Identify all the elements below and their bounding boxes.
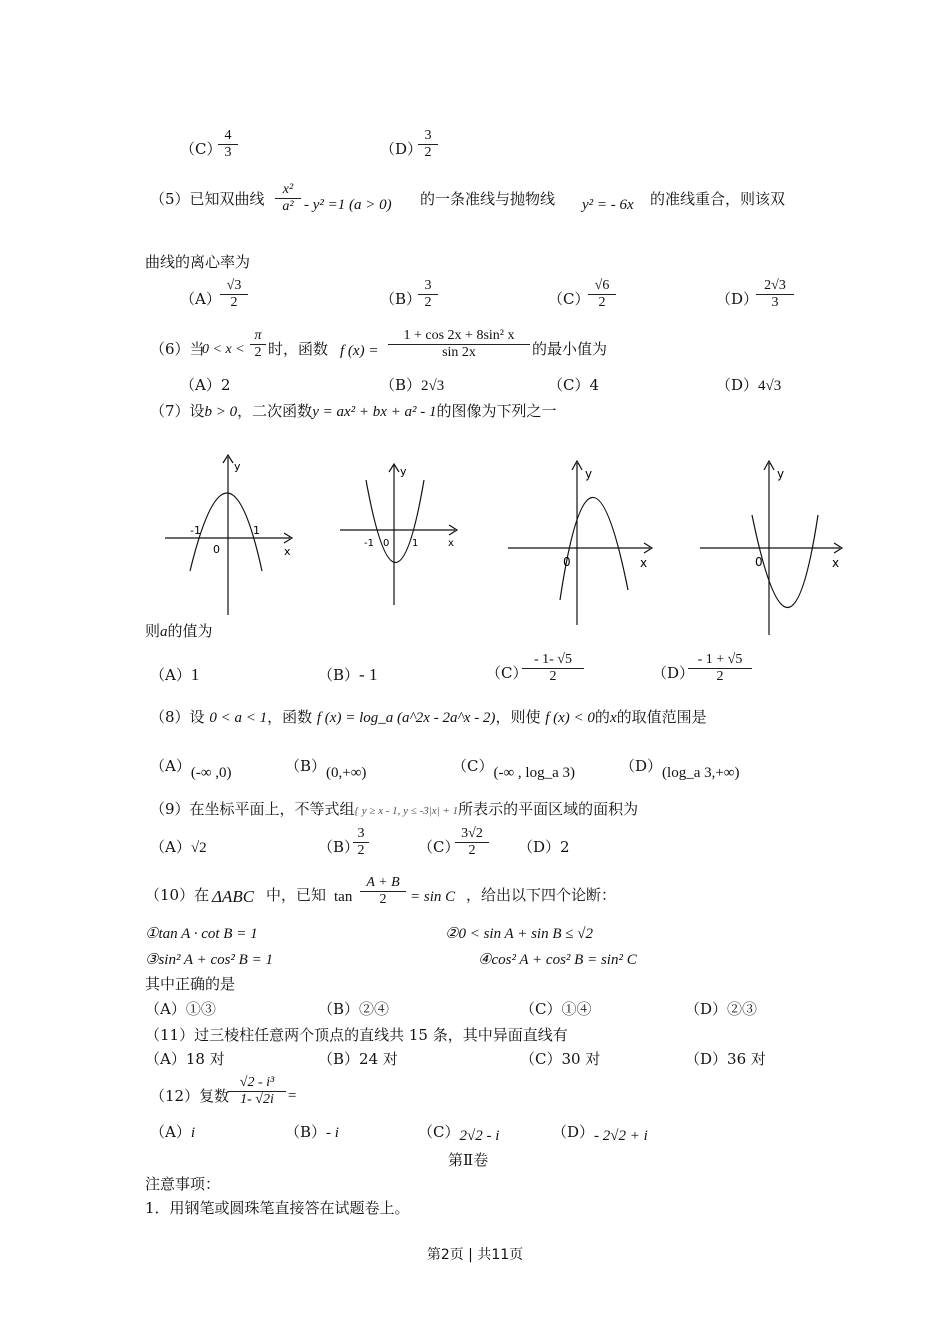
q6-prefix: （6）当 — [150, 340, 205, 358]
q10-d-value: ②③ — [727, 1000, 758, 1018]
q6-suffix: 的最小值为 — [532, 340, 608, 358]
q7-suffix: 的图像为下列之一 — [436, 402, 557, 420]
q6-mid: 时，函数 — [268, 340, 329, 358]
q4-c-den: 3 — [224, 145, 232, 161]
q12-c-value: 2√2 - i — [459, 1128, 500, 1144]
graph-1 — [165, 455, 292, 615]
q11-text: （11）过三棱柱任意两个顶点的直线共 15 条，其中异面直线有 — [145, 1026, 568, 1044]
section-item-1: 1．用钢笔或圆珠笔直接答在试题卷上。 — [145, 1199, 410, 1217]
q6-cond-left: 0 < x < — [202, 342, 245, 357]
q12-option-c — [418, 1123, 499, 1143]
q10-option-d — [685, 1000, 757, 1019]
q5-prefix: （5）已知双曲线 — [150, 190, 265, 208]
q5-mid: 的一条准线与抛物线 — [420, 190, 556, 208]
q12-frac — [228, 1075, 286, 1109]
q12-d-label: （D） — [552, 1123, 595, 1141]
q12-a-value: i — [190, 1125, 196, 1141]
q11-d-label: （D） — [685, 1050, 728, 1068]
q11-b-label: （B） — [318, 1050, 360, 1068]
graph-2-curve — [366, 480, 424, 563]
q5-formula2: y² = - 6x — [582, 197, 634, 213]
q9-option-c-label: （C） — [418, 838, 460, 856]
q10-correct-prompt: 其中正确的是 — [145, 975, 236, 993]
graph-1-tick-neg1: -1 — [190, 524, 201, 537]
section-title: 第Ⅱ卷 — [448, 1151, 489, 1169]
q4-option-c-label: （C） — [180, 140, 222, 158]
q9-option-b-label: （B） — [318, 838, 360, 856]
q9-a-value: √2 — [190, 840, 207, 856]
q12-b-value: - i — [326, 1125, 339, 1141]
q5-option-d-label: （D） — [716, 290, 759, 308]
q4-c-num: 4 — [218, 128, 238, 145]
q9-option-b-frac — [353, 826, 369, 860]
q10-num: A + B — [360, 875, 406, 892]
graph-2-tick-neg1: -1 — [364, 538, 374, 549]
q4-option-c-frac — [218, 128, 238, 162]
graph-1-tick-1: 1 — [253, 524, 260, 537]
graph-4-tick-0: 0 — [755, 555, 763, 569]
q6-func-num: 1 + cos 2x + 8sin² x — [388, 328, 530, 345]
q4-d-num: 3 — [418, 128, 438, 145]
q12-d-value: - 2√2 + i — [594, 1128, 648, 1144]
q11-c-label: （C） — [520, 1050, 562, 1068]
q11-option-c — [520, 1050, 600, 1069]
q6-a-label: （A） — [180, 376, 221, 394]
q11-a-label: （A） — [145, 1050, 186, 1068]
q7-c-num: - 1- √5 — [522, 652, 584, 669]
q9-line — [150, 800, 638, 819]
q6-cond-den: 2 — [254, 345, 262, 361]
q10-option-b — [318, 1000, 389, 1019]
q5-option-c-label: （C） — [548, 290, 590, 308]
q8-d-label: （D） — [620, 757, 663, 775]
graph-2-tick-1: 1 — [412, 538, 419, 549]
graph-1-y-label: y — [234, 460, 241, 473]
q9-a-label: （A） — [150, 838, 191, 856]
q9-c-den: 2 — [468, 843, 476, 859]
q12-b-label: （B） — [285, 1123, 327, 1141]
q7-a-label: （A） — [150, 666, 191, 684]
q10-a-label: （A） — [145, 1000, 186, 1018]
q8-func: f (x) = log_a (a^2x - 2a^x - 2) — [316, 710, 496, 726]
q10-mid: 中，已知 — [266, 886, 327, 904]
q11-d-value: 36 对 — [727, 1050, 766, 1068]
q6-d-value: 4√3 — [758, 378, 782, 394]
q12-option-b — [285, 1123, 339, 1143]
q7-then-suffix: 的值为 — [167, 622, 213, 640]
q5-d-den: 3 — [771, 295, 779, 311]
q9-b-num: 3 — [353, 826, 369, 843]
q9-option-c-frac — [455, 826, 489, 860]
q5-suffix: 的准线重合，则该双 — [650, 190, 786, 208]
q8-var: x — [609, 710, 617, 726]
graph-4 — [700, 461, 842, 635]
q10-d-label: （D） — [685, 1000, 728, 1018]
q7-graphs — [0, 445, 950, 645]
q6-b-value: 2√3 — [421, 378, 445, 394]
q5-formula1-rest: - y² =1 (a > 0) — [304, 197, 392, 213]
q4-option-d-label: （D） — [380, 140, 423, 158]
q5-f1-den: a² — [282, 199, 294, 215]
q8-cond2: f (x) < 0 — [545, 710, 595, 726]
q5-formula1-frac — [275, 182, 301, 216]
q8-option-b — [285, 757, 367, 781]
graph-1-tick-0: 0 — [213, 543, 220, 556]
q10-option-c — [520, 1000, 592, 1019]
q8-mid: ，函数 — [267, 708, 313, 726]
q5-a-den: 2 — [230, 295, 238, 311]
q7-line — [150, 402, 557, 422]
q6-func-frac — [388, 328, 530, 362]
q9-text: （9）在坐标平面上，不等式组 — [150, 800, 355, 818]
q5-option-d-frac — [756, 278, 794, 312]
q5-c-num: √6 — [588, 278, 616, 295]
graph-3-curve — [560, 497, 628, 600]
q7-c-den: 2 — [549, 669, 557, 685]
q11-option-a — [145, 1050, 225, 1069]
q10-tan: tan — [334, 889, 353, 905]
q7-b-value: - 1 — [359, 665, 378, 684]
q8-line — [150, 708, 707, 728]
q5-c-den: 2 — [598, 295, 606, 311]
q5-option-a-frac — [220, 278, 248, 312]
q10-c-value: ①④ — [561, 1000, 592, 1018]
q11-option-b — [318, 1050, 398, 1069]
q9-b-den: 2 — [357, 843, 365, 859]
q5-line2: 曲线的离心率为 — [145, 253, 251, 271]
q7-then-var: a — [160, 624, 168, 640]
q4-d-den: 2 — [424, 145, 432, 161]
q8-c-value: (-∞ , log_a 3) — [493, 765, 575, 781]
q5-option-b-label: （B） — [380, 290, 422, 308]
q9-c-num: 3√2 — [455, 826, 489, 843]
q7-d-num: - 1 + √5 — [688, 652, 752, 669]
q5-b-den: 2 — [424, 295, 432, 311]
graph-1-x-label: x — [284, 545, 291, 558]
q7-then — [145, 622, 213, 642]
q6-cond-num: π — [250, 328, 266, 345]
q7-d-den: 2 — [716, 669, 724, 685]
graph-3-x-label: x — [640, 556, 648, 570]
q6-option-d — [716, 376, 781, 396]
q10-claim-4: ④cos² A + cos² B = sin² C — [478, 952, 637, 968]
q6-c-value: 4 — [589, 376, 600, 394]
q9-option-a — [150, 838, 207, 858]
q10-b-value: ②④ — [359, 1000, 390, 1018]
q9-system: { y ≥ x - 1, y ≤ -3|x| + 1 — [354, 805, 459, 817]
q10-claim-1: ①tan A · cot B = 1 — [145, 926, 258, 942]
q5-option-b-frac — [418, 278, 438, 312]
q6-func: f (x) = — [340, 343, 379, 359]
q5-option-a-label: （A） — [180, 290, 221, 308]
q8-b-label: （B） — [285, 757, 327, 775]
q9-d-label: （D） — [518, 838, 561, 856]
q12-eq: = — [288, 1088, 297, 1104]
q8-a-label: （A） — [150, 757, 191, 775]
graph-4-y-label: y — [777, 467, 785, 481]
graph-2 — [340, 464, 457, 605]
q10-den: 2 — [379, 892, 387, 908]
q12-den: 1- √2i — [240, 1092, 274, 1108]
q6-option-b — [380, 376, 444, 396]
q7-option-c-label: （C） — [486, 664, 528, 682]
q12-num: √2 - i³ — [228, 1075, 286, 1092]
q8-suffix: 的取值范围是 — [616, 708, 707, 726]
q7-option-c-frac — [522, 652, 584, 686]
q6-func-den: sin 2x — [442, 345, 476, 361]
q7-prefix: （7）设 — [150, 402, 205, 420]
q12-c-label: （C） — [418, 1123, 460, 1141]
q6-d-label: （D） — [716, 376, 759, 394]
q7-option-b — [318, 664, 377, 685]
q12-option-a — [150, 1123, 195, 1143]
q8-b-value: (0,+∞) — [326, 765, 367, 781]
q6-c-label: （C） — [548, 376, 590, 394]
q9-d-value: 2 — [560, 838, 570, 856]
q5-d-num: 2√3 — [756, 278, 794, 295]
q10-frac — [360, 875, 406, 909]
q7-option-d-frac — [688, 652, 752, 686]
q11-a-value: 18 对 — [185, 1050, 225, 1068]
q7-a-value: 1 — [190, 665, 200, 684]
q6-cond-frac — [250, 328, 266, 362]
q11-option-d — [685, 1050, 766, 1069]
q12-a-label: （A） — [150, 1123, 191, 1141]
q4-option-d-frac — [418, 128, 438, 162]
q6-option-c — [548, 376, 599, 395]
q10-claim-2: ②0 < sin A + sin B ≤ √2 — [445, 926, 593, 942]
graph-2-tick-0: 0 — [383, 538, 390, 549]
q8-option-c — [452, 757, 575, 781]
graph-2-y-label: y — [400, 465, 407, 478]
q8-mid2: ，则使 — [495, 708, 541, 726]
q8-cond: 0 < a < 1 — [209, 710, 268, 726]
q10-tri: ΔABC — [212, 887, 255, 906]
q7-b-label: （B） — [318, 666, 360, 684]
graph-2-x-label: x — [448, 538, 454, 549]
q7-mid: ，二次函数 — [237, 402, 313, 420]
page-footer: 第2页 | 共11页 — [426, 1247, 524, 1263]
q8-option-a — [150, 757, 232, 781]
q11-b-value: 24 对 — [359, 1050, 398, 1068]
q7-cond: b > 0 — [204, 404, 238, 420]
q9-suffix: 所表示的平面区域的面积为 — [458, 800, 639, 818]
q10-c-label: （C） — [520, 1000, 562, 1018]
q8-option-d — [620, 757, 740, 781]
q6-option-a — [180, 376, 230, 395]
q9-option-d — [518, 838, 570, 857]
q8-c-label: （C） — [452, 757, 494, 775]
q8-d-value: (log_a 3,+∞) — [662, 765, 740, 781]
q10-prefix: （10）在 — [145, 886, 210, 904]
q7-then-text: 则 — [145, 622, 161, 640]
q10-suffix: ，给出以下四个论断： — [466, 886, 617, 904]
q5-option-c-frac — [588, 278, 616, 312]
q12-option-d — [552, 1123, 648, 1143]
q5-b-num: 3 — [418, 278, 438, 295]
q10-option-a — [145, 1000, 216, 1019]
q10-eq: = sin C — [410, 889, 456, 905]
q10-claim-3: ③sin² A + cos² B = 1 — [145, 952, 273, 968]
q6-a-value: 2 — [220, 376, 231, 394]
q7-func: y = ax² + bx + a² - 1 — [312, 404, 437, 420]
section-notice: 注意事项： — [145, 1175, 221, 1193]
q7-option-d-label: （D） — [652, 664, 695, 682]
graph-4-x-label: x — [832, 556, 840, 570]
q7-option-a — [150, 664, 199, 685]
q5-f1-num: x² — [275, 182, 301, 199]
q8-mid3: 的 — [594, 708, 610, 726]
q10-a-value: ①③ — [185, 1000, 216, 1018]
graph-3-y-label: y — [585, 467, 593, 481]
q5-a-num: √3 — [220, 278, 248, 295]
graph-3-tick-0: 0 — [563, 555, 571, 569]
q10-b-label: （B） — [318, 1000, 360, 1018]
q12-prefix: （12）复数 — [150, 1087, 230, 1105]
q8-a-value: (-∞ ,0) — [190, 765, 232, 781]
q8-prefix: （8）设 — [150, 708, 205, 726]
graph-3 — [508, 461, 652, 625]
q6-b-label: （B） — [380, 376, 422, 394]
q11-c-value: 30 对 — [561, 1050, 601, 1068]
